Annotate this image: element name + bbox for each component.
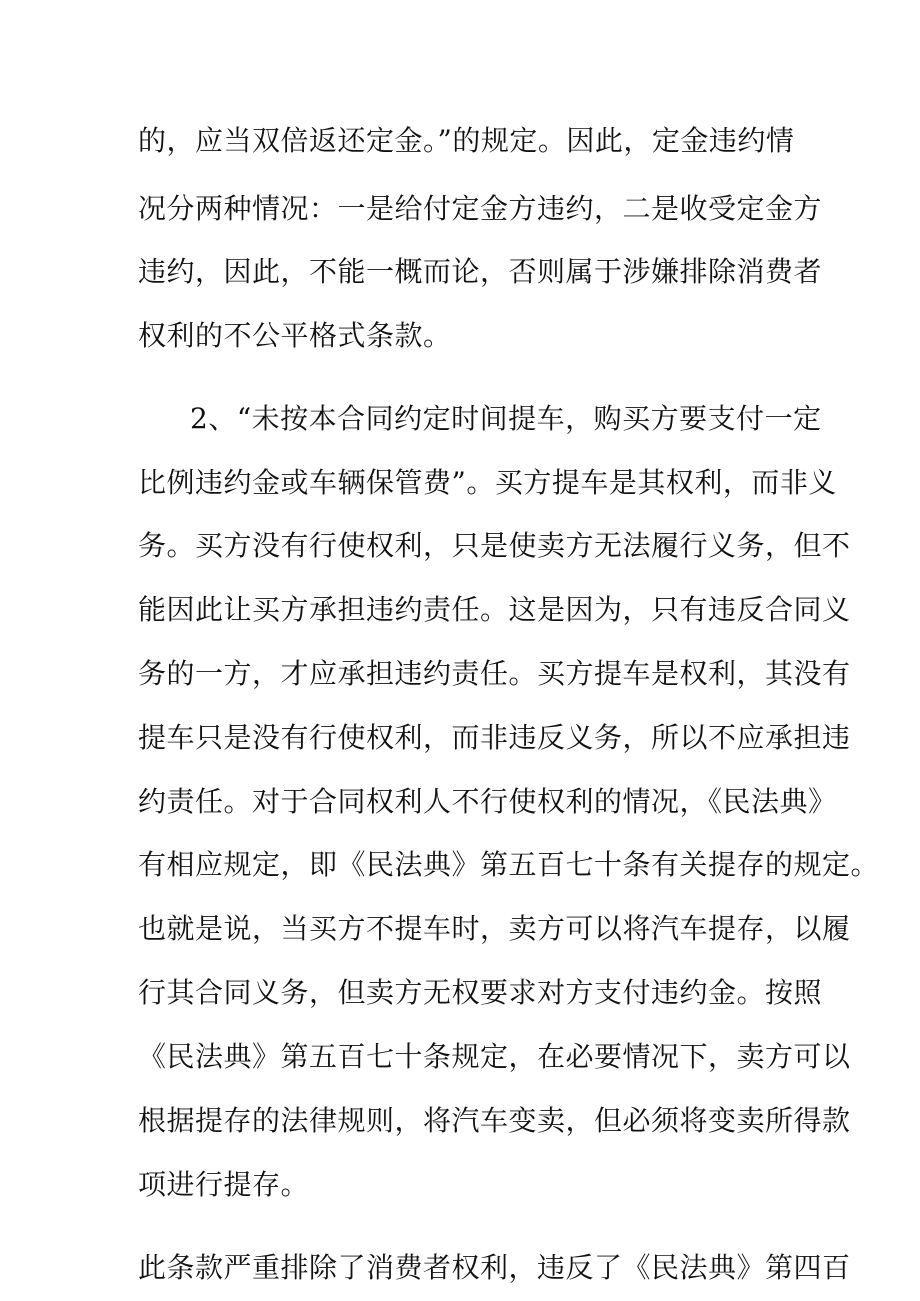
paragraph-start-line: 2、“未按本合同约定时间提车，购买方要支付一定	[190, 402, 822, 435]
text-line: 权利的不公平格式条款。	[138, 319, 452, 352]
text-line: 务的一方，才应承担违约责任。买方提车是权利，其没有	[138, 657, 851, 690]
text-line: 违约，因此，不能一概而论，否则属于涉嫌排除消费者	[138, 255, 823, 288]
text-line: 有相应规定，即《民法典》第五百七十条有关提存的规定。	[138, 848, 880, 881]
text-line: 况分两种情况：一是给付定金方违约，二是收受定金方	[138, 192, 823, 225]
text-line: 根据提存的法律规则，将汽车变卖，但必须将变卖所得款	[138, 1104, 851, 1137]
text-line: 此条款严重排除了消费者权利，违反了《民法典》第四百	[138, 1251, 851, 1284]
text-line: 项进行提存。	[138, 1168, 310, 1201]
text-line: 《民法典》第五百七十条规定，在必要情况下，卖方可以	[138, 1040, 851, 1073]
text-line: 比例违约金或车辆保管费”。买方提车是其权利，而非义	[138, 466, 837, 499]
text-line: 务。买方没有行使权利，只是使卖方无法履行义务，但不	[138, 529, 851, 562]
text-line: 约责任。对于合同权利人不行使权利的情况，《民法典》	[138, 785, 837, 818]
text-line: 行其合同义务，但卖方无权要求对方支付违约金。按照	[138, 976, 823, 1009]
text-line: 也就是说，当买方不提车时，卖方可以将汽车提存，以履	[138, 912, 851, 945]
text-line: 提车只是没有行使权利，而非违反义务，所以不应承担违	[138, 721, 851, 754]
text-line: 能因此让买方承担违约责任。这是因为，只有违反合同义	[138, 593, 851, 626]
text-line: 的，应当双倍返还定金。”的规定。因此，定金违约情	[138, 124, 795, 157]
